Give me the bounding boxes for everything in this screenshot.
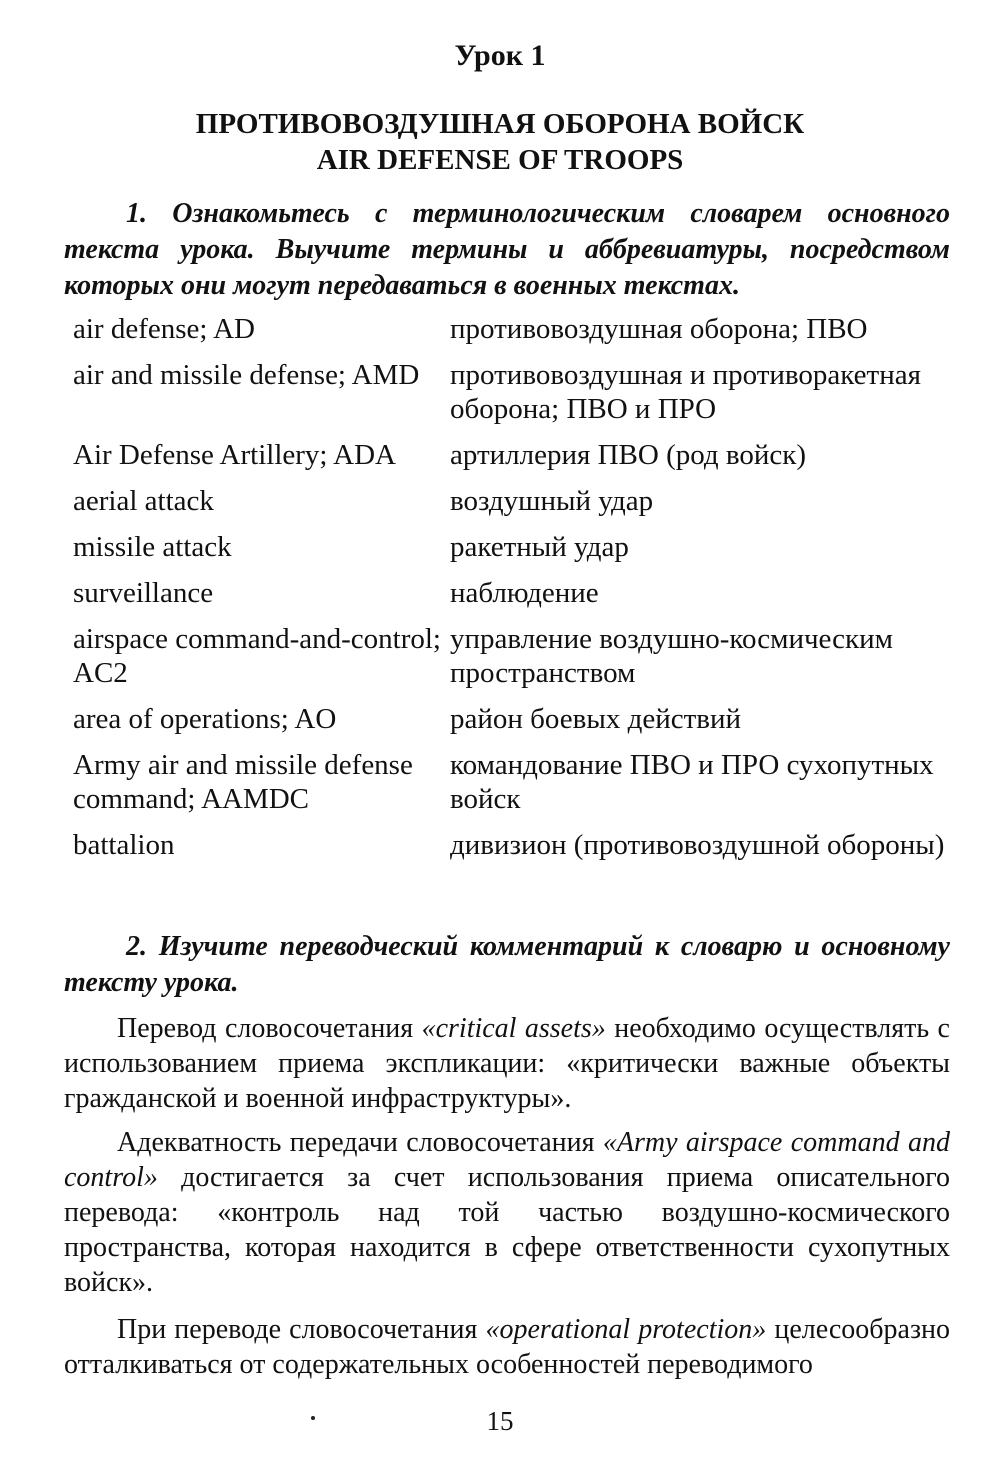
commentary-paragraph-3 [64, 1312, 950, 1382]
glossary-row [73, 484, 963, 518]
term-en: Air Defense Artillery; ADA [73, 439, 396, 471]
page-number: 15 [486, 1406, 514, 1436]
term-en: Army air and missile defense command; AAMDC [73, 749, 413, 815]
term-ru: ракетный удар [450, 531, 629, 563]
glossary-row [73, 702, 963, 736]
glossary-row [73, 358, 963, 426]
task-2-instruction: 2. Изучите переводческий комментарий к словарю и основному тексту урока. [64, 931, 950, 998]
term-ru: наблюдение [450, 577, 599, 609]
p3-term: «operational protection» [485, 1314, 767, 1345]
commentary-paragraph-2 [64, 1125, 950, 1300]
glossary-row [73, 312, 963, 346]
glossary-row [73, 530, 963, 564]
p2-text-before: Адекватность передачи словосочетания [117, 1127, 603, 1158]
term-en: missile attack [73, 531, 232, 563]
term-en: aerial attack [73, 485, 214, 517]
glossary-row [73, 576, 963, 610]
glossary-row [73, 828, 963, 862]
term-en: air defense; AD [73, 313, 255, 345]
title-ru: ПРОТИВОВОЗДУШНАЯ ОБОРОНА ВОЙСК [195, 108, 805, 140]
p1-term: «critical assets» [421, 1013, 606, 1044]
p1-text-before: Перевод словосочетания [117, 1013, 422, 1044]
term-ru: противовоздушная и противоракетная оборона; ПВО и ПРО [450, 359, 921, 425]
task-1-instruction: 1. Ознакомьтесь с терминологическим словарем основного текста урока. Выучите термины и аббревиатуры, посредством которых они могут передаваться в военных текстах. [64, 198, 950, 301]
term-en: airspace command-and-control; AC2 [73, 623, 441, 689]
term-en: surveillance [73, 577, 214, 609]
p3-text-before: При переводе словосочетания [117, 1314, 486, 1345]
term-ru: управление воздушно-космическим пространством [450, 623, 893, 689]
p3-text-after: целесообразно отталкиваться от содержательных особенностей переводимого [64, 1314, 951, 1380]
p1-text-after: необходимо осуществлять с использованием приема экспликации: «критически важные объекты гражданской и военной инфраструктуры». [64, 1013, 950, 1114]
term-ru: командование ПВО и ПРО сухопутных войск [450, 749, 934, 815]
term-ru: противовоздушная оборона; ПВО [450, 313, 868, 345]
glossary-row [73, 438, 963, 472]
glossary-row [73, 748, 963, 816]
term-ru: дивизион (противовоздушной обороны) [450, 829, 945, 861]
p2-text-after: достигается за счет использования приема описательного перевода: «контроль над той частью воздушно-космического пространства, которая находится в сфере ответственности сухопутных войск». [64, 1162, 950, 1298]
term-en: battalion [73, 829, 175, 861]
glossary-table [73, 312, 963, 874]
title-en: AIR DEFENSE OF TROOPS [316, 144, 684, 176]
term-en: air and missile defense; AMD [73, 359, 420, 391]
glossary-row [73, 622, 963, 690]
commentary-paragraph-1 [64, 1011, 950, 1116]
term-ru: артиллерия ПВО (род войск) [450, 439, 807, 471]
term-en: area of operations; AO [73, 703, 337, 735]
lesson-heading: Урок 1 [454, 39, 546, 72]
p2-term: «Army airspace command and control» [64, 1127, 951, 1193]
lesson-title [0, 106, 1000, 178]
term-ru: район боевых действий [450, 703, 741, 735]
term-ru: воздушный удар [450, 485, 654, 517]
